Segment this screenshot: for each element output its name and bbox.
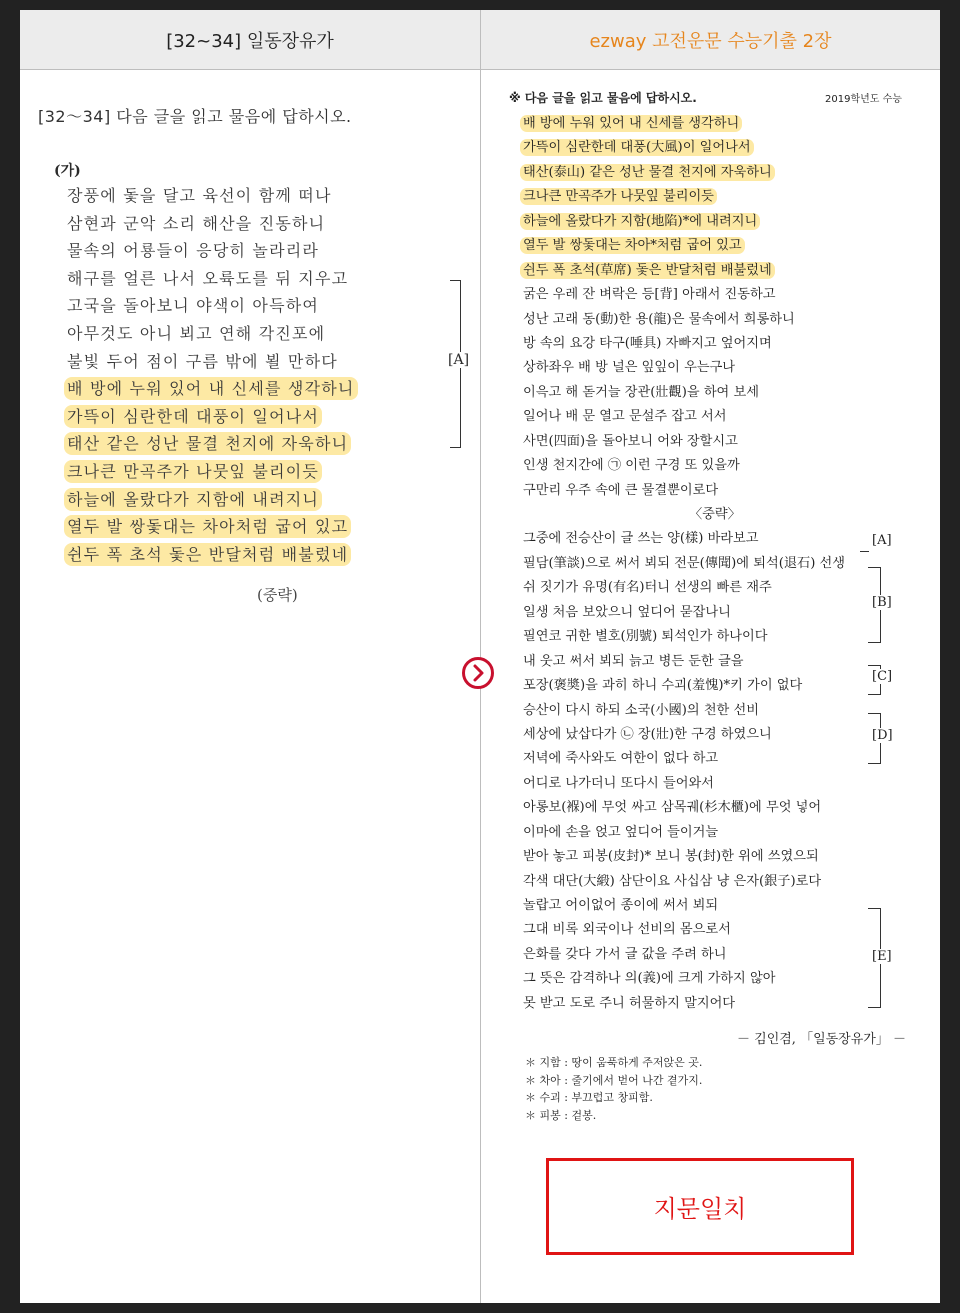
left-instruction: [32～34] 다음 글을 읽고 물음에 답하시오. xyxy=(38,107,352,126)
right-poem-line xyxy=(520,430,848,454)
left-poem xyxy=(64,182,358,568)
right-poem-line xyxy=(520,552,848,576)
right-poem-line-text: 쉬 짓기가 유명(有名)터니 선생의 빠른 재주 xyxy=(523,580,772,596)
right-poem-line-text: 어디로 나가더니 또다시 들어와서 xyxy=(523,775,714,791)
right-poem-line xyxy=(520,992,848,1016)
right-poem-line-text: 각색 대단(大緞) 삼단이요 사십삼 냥 은자(銀子)로다 xyxy=(523,873,822,889)
left-poem-line xyxy=(64,348,358,376)
footnote-item: ＊ 수괴 : 부끄럽고 창피함. xyxy=(525,1091,653,1104)
right-poem-line-text: 상하좌우 배 방 널은 잎잎이 우는구나 xyxy=(523,360,736,376)
right-poem-line-text: 필담(筆談)으로 써서 뵈되 전문(傳聞)에 퇴석(退石) 선생 xyxy=(523,555,846,571)
left-poem-line xyxy=(64,292,358,320)
footnotes xyxy=(525,1054,702,1124)
right-poem-line xyxy=(520,918,848,942)
right-poem-line-text: 이윽고 해 돋거늘 장관(壯觀)을 하여 보세 xyxy=(523,384,759,400)
right-poem-line xyxy=(520,234,848,258)
right-poem-line-text: 그대 비록 외국이나 선비의 몸으로서 xyxy=(523,922,731,938)
right-poem-line-text: 배 방에 누워 있어 내 신세를 생각하니 xyxy=(520,115,742,132)
right-poem-line xyxy=(520,112,848,136)
right-poem-line-text: 포장(褒奬)을 과히 하니 수괴(羞愧)*키 가이 없다 xyxy=(523,678,803,694)
right-poem-line-text: 받아 놓고 피봉(皮封)* 보니 봉(封)한 위에 쓰였으되 xyxy=(523,849,819,865)
left-section-label: (가) xyxy=(54,163,81,179)
right-poem-line-text: 놀랍고 어이없어 종이에 써서 뵈되 xyxy=(523,898,719,913)
left-poem-line-text: 열두 발 쌍돛대는 차아처럼 굽어 있고 xyxy=(64,515,351,538)
right-poem-line-text: 세상에 났삽다가 ㉡ 장(壯)한 구경 하였으니 xyxy=(523,726,772,742)
left-poem-line-text: 고국을 돌아보니 야색이 아득하여 xyxy=(67,296,320,316)
left-ellipsis: (중략) xyxy=(257,586,298,604)
right-poem-line xyxy=(520,674,848,698)
left-poem-line xyxy=(64,486,358,514)
right-header-title: ezway 고전운문 수능기출 2장 xyxy=(481,10,940,70)
bracket-a-dash xyxy=(860,551,869,552)
right-poem-line xyxy=(520,381,848,405)
author-credit: － 김인겸, 「일동장유가」 － xyxy=(737,1032,906,1047)
bracket-e-label: [E] xyxy=(872,949,892,964)
right-poem-line xyxy=(520,699,848,723)
right-poem-line-text: 아롱보(褓)에 무엇 싸고 삼목궤(杉木櫃)에 무엇 넣어 xyxy=(523,800,822,816)
bracket-a-label: [A] xyxy=(872,533,892,548)
footnote-item: ＊ 피봉 : 겉봉. xyxy=(525,1108,597,1122)
right-poem-line-text: 크나큰 만곡주가 나뭇잎 불리이듯 xyxy=(520,188,717,205)
right-poem-line xyxy=(520,136,848,160)
right-poem-line-text: 가뜩이 심란한데 대풍(大風)이 일어나서 xyxy=(520,139,754,156)
left-poem-line xyxy=(64,320,358,348)
left-poem-line xyxy=(64,541,358,569)
right-poem-line xyxy=(520,845,848,869)
left-poem-line xyxy=(64,182,358,210)
left-poem-line-text: 배 방에 누워 있어 내 신세를 생각하니 xyxy=(64,377,358,400)
right-poem-line xyxy=(520,821,848,845)
right-poem-line-text: 저녁에 죽사와도 여한이 없다 하고 xyxy=(523,751,719,767)
left-poem-line xyxy=(64,237,358,265)
right-poem-line-text: 이마에 손을 얹고 엎디어 들이거늘 xyxy=(523,824,719,840)
right-poem-line-text: 사면(四面)을 돌아보니 어와 장할시고 xyxy=(523,433,738,449)
right-poem-line-text: 〈중략〉 xyxy=(689,507,741,522)
right-poem-line-text: 일어나 배 문 열고 문설주 잡고 서서 xyxy=(523,409,727,425)
right-poem-line-text: 하늘에 올랐다가 지함(地陷)*에 내려지니 xyxy=(520,213,760,230)
page-sheet xyxy=(20,10,940,1303)
right-poem-line xyxy=(520,283,848,307)
right-poem-line xyxy=(520,576,848,600)
match-badge: 지문일치 xyxy=(546,1158,854,1255)
bracket-c-label: [C] xyxy=(872,669,893,684)
right-poem-line-text: 굵은 우레 잔 벼락은 등[背] 아래서 진동하고 xyxy=(523,287,776,303)
left-poem-line xyxy=(64,265,358,293)
left-poem-line-text: 해구를 얼른 나서 오륙도를 뒤 지우고 xyxy=(67,268,349,288)
left-poem-line xyxy=(64,430,358,458)
right-poem-line xyxy=(520,210,848,234)
right-poem-line xyxy=(520,454,848,478)
right-poem-line xyxy=(520,650,848,674)
right-poem-line xyxy=(520,185,848,209)
left-header-title: [32~34] 일동장유가 xyxy=(20,10,480,70)
next-arrow-icon[interactable] xyxy=(462,657,494,689)
left-poem-line-text: 불빛 두어 점이 구름 밖에 뵐 만하다 xyxy=(67,351,338,371)
left-poem-line xyxy=(64,210,358,238)
right-poem-line xyxy=(520,625,848,649)
left-poem-line-text: 삼현과 군악 소리 해산을 진동하니 xyxy=(67,213,326,233)
right-poem-line-text: 내 웃고 써서 뵈되 늙고 병든 둔한 글을 xyxy=(523,653,744,669)
right-poem-line-text: 못 받고 도로 주니 허물하지 말지어다 xyxy=(523,995,736,1011)
right-poem-line-text: 구만리 우주 속에 큰 물결뿐이로다 xyxy=(523,482,719,498)
left-poem-line xyxy=(64,375,358,403)
left-poem-line-text: 장풍에 돛을 달고 육선이 함께 떠나 xyxy=(67,186,332,205)
right-poem-line-text: 태산(泰山) 같은 성난 물결 천지에 자욱하니 xyxy=(520,164,775,181)
right-poem-line-text: 인생 천지간에 ㉠ 이런 구경 또 있을까 xyxy=(523,458,740,474)
right-poem-line xyxy=(520,527,848,551)
right-poem-line xyxy=(520,796,848,820)
right-poem-line xyxy=(520,332,848,356)
left-poem-line xyxy=(64,513,358,541)
right-poem-line xyxy=(520,772,848,796)
right-poem-line xyxy=(520,894,848,918)
right-poem-line xyxy=(520,870,848,894)
left-poem-line-text: 하늘에 올랐다가 지함에 내려지니 xyxy=(64,488,322,511)
left-poem-line-text: 태산 같은 성난 물결 천지에 자욱하니 xyxy=(64,432,351,455)
left-poem-line-text: 물속의 어룡들이 응당히 놀라리라 xyxy=(67,241,320,261)
left-poem-line-text: 가뜩이 심란한데 대풍이 일어나서 xyxy=(64,405,322,428)
left-poem-line xyxy=(64,458,358,486)
right-poem-line xyxy=(520,356,848,380)
right-poem-line xyxy=(520,747,848,771)
right-poem-line-text: 성난 고래 동(動)한 용(龍)은 물속에서 희롱하니 xyxy=(523,311,795,327)
right-poem-line-text: 승산이 다시 하되 소국(小國)의 천한 선비 xyxy=(523,702,759,718)
right-poem-line-text: 그중에 전승산이 글 쓰는 양(樣) 바라보고 xyxy=(523,531,759,547)
exam-year: 2019학년도 수능 xyxy=(825,94,902,105)
right-poem-line xyxy=(520,479,848,503)
right-poem-line xyxy=(520,503,848,527)
right-poem-line xyxy=(520,405,848,429)
right-poem-line xyxy=(520,259,848,283)
right-poem-line xyxy=(520,161,848,185)
right-poem-line xyxy=(520,723,848,747)
right-poem-line xyxy=(520,967,848,991)
right-poem-line xyxy=(520,601,848,625)
right-poem-line-text: 그 뜻은 감격하나 의(義)에 크게 가하지 않아 xyxy=(523,971,776,987)
left-bracket-label: [A] xyxy=(448,352,470,368)
right-poem-line-text: 은화를 갖다 가서 글 값을 주려 하니 xyxy=(523,946,727,962)
left-poem-line-text: 크나큰 만곡주가 나뭇잎 불리이듯 xyxy=(64,460,322,483)
right-poem xyxy=(520,112,848,1016)
bracket-b-label: [B] xyxy=(872,595,892,610)
right-poem-line-text: 쉰두 폭 초석(草席) 돛은 반달처럼 배불렀네 xyxy=(520,262,775,279)
bracket-d-label: [D] xyxy=(872,728,893,743)
right-poem-line-text: 일생 처음 보았으니 엎디어 묻잡나니 xyxy=(523,604,731,620)
right-poem-line xyxy=(520,943,848,967)
footnote-item: ＊ 지함 : 땅이 움푹하게 주저앉은 곳. xyxy=(525,1056,703,1069)
left-poem-line xyxy=(64,403,358,431)
right-poem-line-text: 필연코 귀한 별호(別號) 퇴석인가 하나이다 xyxy=(523,629,768,645)
right-poem-line-text: 열두 발 쌍돛대는 차아*처럼 굽어 있고 xyxy=(520,237,745,254)
right-instruction: ※ 다음 글을 읽고 물음에 답하시오. xyxy=(509,91,697,105)
right-poem-line-text: 방 속의 요강 타구(唾具) 자빠지고 엎어지며 xyxy=(523,335,772,351)
right-poem-line xyxy=(520,308,848,332)
left-poem-line-text: 쉰두 폭 초석 돛은 반달처럼 배불렀네 xyxy=(64,543,351,566)
left-poem-line-text: 아무것도 아니 뵈고 연해 각진포에 xyxy=(67,323,326,343)
footnote-item: ＊ 차아 : 줄기에서 벋어 나간 곁가지. xyxy=(525,1073,703,1087)
